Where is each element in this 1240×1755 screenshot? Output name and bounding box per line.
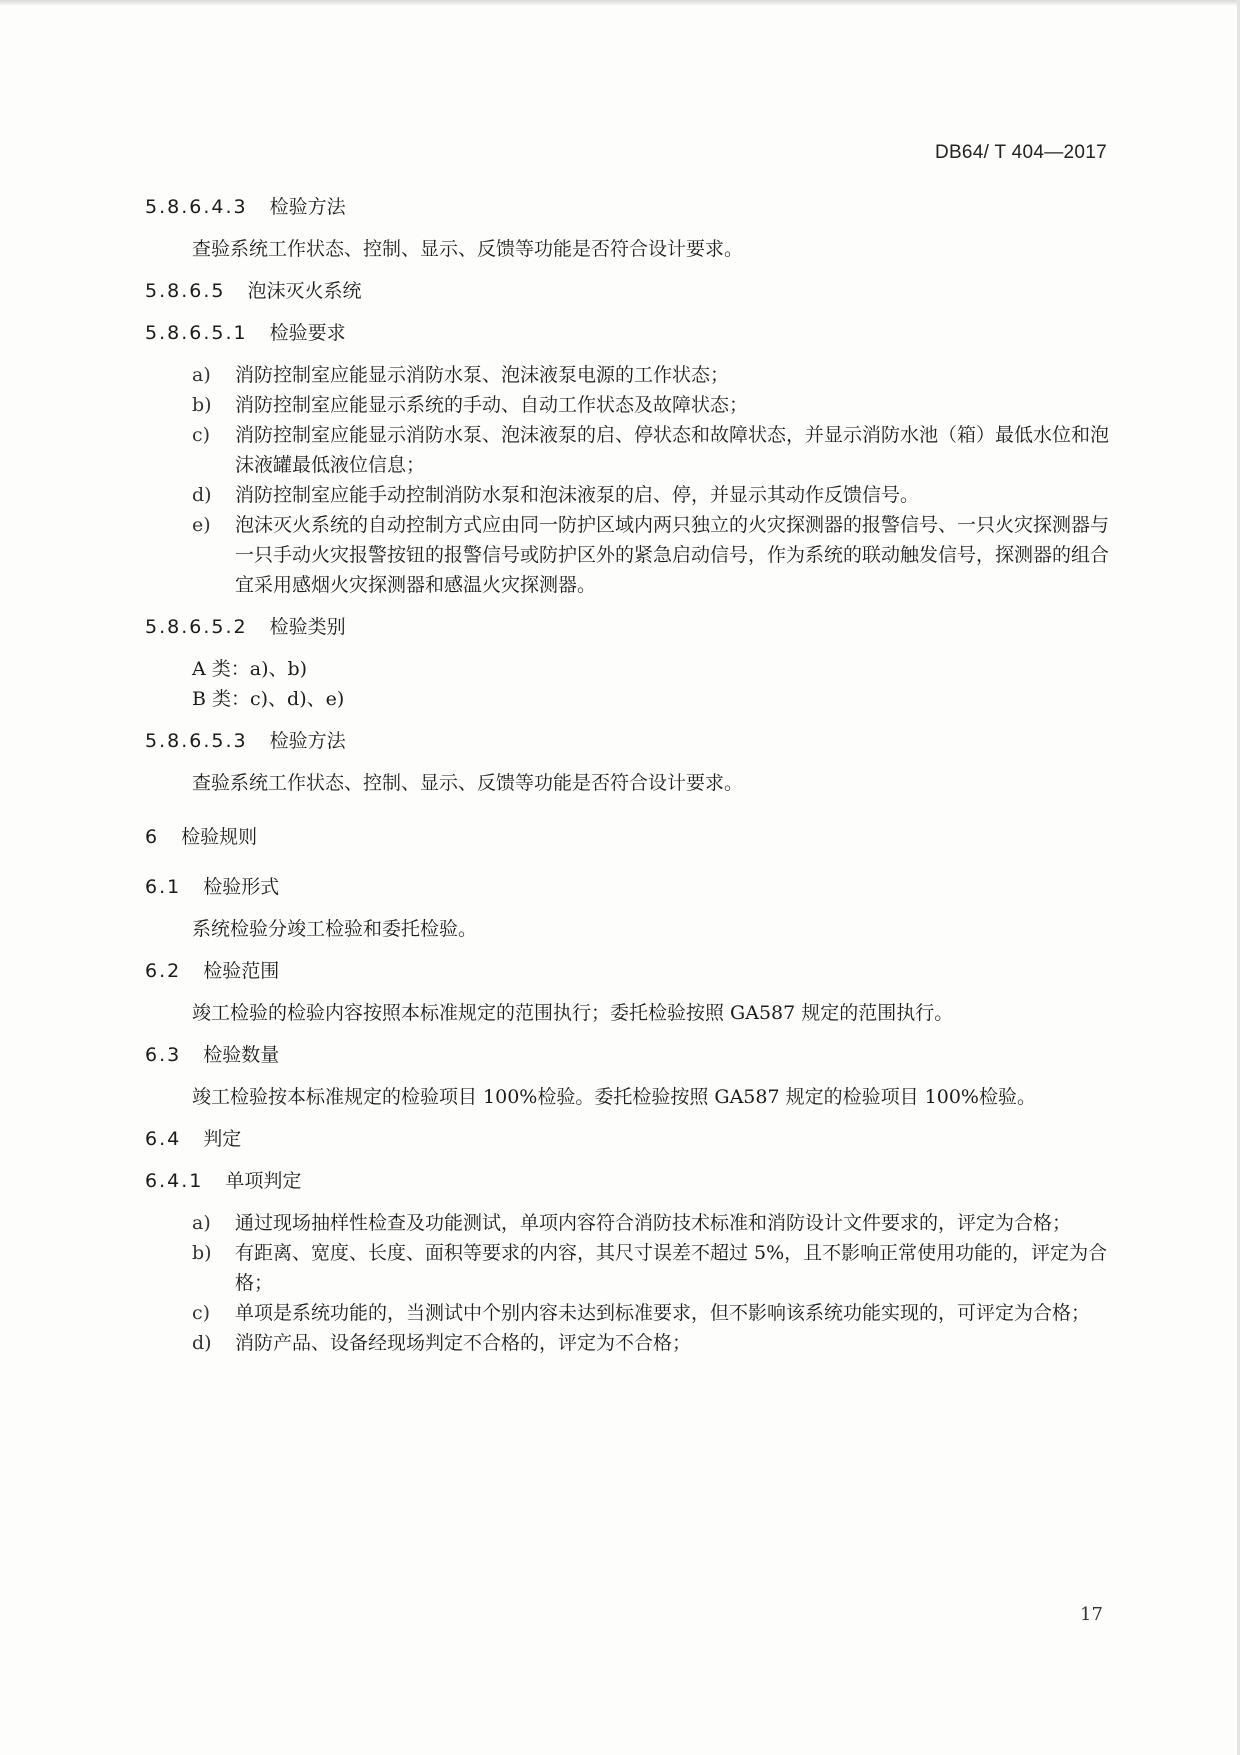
list-marker: d) [192,1332,212,1354]
document-body [145,192,1115,1358]
list-text: 泡沫灭火系统的自动控制方式应由同一防护区域内两只独立的火灾探测器的报警信号、一只火灾探测器与一只手动火灾报警按钮的报警信号或防护区外的紧急启动信号，作为系统的联动触发信号，探测器的组合宜采用感烟火灾探测器和感温火灾探测器。 [235,514,1110,596]
paragraph: 查验系统工作状态、控制、显示、反馈等功能是否符合设计要求。 [192,772,744,794]
section-number: 5.8.6.5.2 [145,616,248,638]
section-title: 检验方法 [269,196,346,218]
list-item [145,360,1115,390]
paragraph: 竣工检验的检验内容按照本标准规定的范围执行；委托检验按照 GA587 规定的范围执行。 [192,1002,954,1024]
section-number: 6.4.1 [145,1170,204,1192]
list-text: 消防控制室应能显示消防水泵、泡沫液泵电源的工作状态； [235,364,730,386]
list-text: 有距离、宽度、长度、面积等要求的内容，其尺寸误差不超过 5%，且不影响正常使用功能的，评定为合格； [235,1242,1108,1294]
section-title: 检验类别 [269,616,346,638]
document-code: DB64/ T 404—2017 [934,142,1107,163]
page-number: 17 [1080,1604,1103,1625]
list-marker: e) [192,514,211,536]
list-item [145,390,1115,420]
class-b-line: B 类：c)、d)、e) [192,688,345,710]
heading-5-8-6-5-1 [145,318,1115,348]
list-text: 消防控制室应能显示系统的手动、自动工作状态及故障状态； [235,394,749,416]
heading-6 [145,822,1115,852]
list-item [145,480,1115,510]
requirement-list [145,360,1115,600]
list-text: 消防产品、设备经现场判定不合格的，评定为不合格； [235,1332,692,1354]
scan-edge-top [0,0,1240,6]
list-marker: d) [192,484,212,506]
heading-5-8-6-5 [145,276,1115,306]
heading-6-4 [145,1124,1115,1154]
section-title: 检验方法 [269,730,346,752]
heading-5-8-6-5-2 [145,612,1115,642]
list-text: 通过现场抽样性检查及功能测试，单项内容符合消防技术标准和消防设计文件要求的，评定为合格； [235,1212,1072,1234]
judgement-list [145,1208,1115,1358]
section-number: 5.8.6.5.1 [145,322,248,344]
heading-6-2 [145,956,1115,986]
list-marker: b) [192,1242,212,1264]
list-item [145,1238,1115,1298]
heading-6-4-1 [145,1166,1115,1196]
list-marker: a) [192,1212,211,1234]
section-title: 检验范围 [203,960,280,982]
list-item [145,1298,1115,1328]
section-number: 6.1 [145,876,182,898]
list-text: 消防控制室应能手动控制消防水泵和泡沫液泵的启、停，并显示其动作反馈信号。 [235,484,920,506]
section-number: 6.4 [145,1128,182,1150]
paragraph: 竣工检验按本标准规定的检验项目 100%检验。委托检验按照 GA587 规定的检验项目 100%检验。 [192,1086,1036,1108]
section-title: 检验要求 [269,322,346,344]
heading-6-1 [145,872,1115,902]
section-number: 5.8.6.5.3 [145,730,248,752]
list-item [145,420,1115,480]
list-marker: b) [192,394,212,416]
list-text: 单项是系统功能的，当测试中个别内容未达到标准要求，但不影响该系统功能实现的，可评定为合格； [235,1302,1091,1324]
paragraph: 系统检验分竣工检验和委托检验。 [192,918,478,940]
heading-6-3 [145,1040,1115,1070]
list-item [145,510,1115,600]
section-number: 5.8.6.5 [145,280,226,302]
list-text: 消防控制室应能显示消防水泵、泡沫液泵的启、停状态和故障状态，并显示消防水池（箱）最低水位和泡沫液罐最低液位信息； [235,424,1110,476]
class-a-line: A 类：a)、b) [192,658,308,680]
paragraph: 查验系统工作状态、控制、显示、反馈等功能是否符合设计要求。 [192,238,744,260]
section-title: 单项判定 [225,1170,302,1192]
list-item [145,1208,1115,1238]
section-number: 5.8.6.4.3 [145,196,248,218]
heading-5-8-6-5-3 [145,726,1115,756]
section-title: 检验形式 [203,876,280,898]
list-marker: c) [192,424,211,446]
section-number: 6.3 [145,1044,182,1066]
section-number: 6.2 [145,960,182,982]
heading-5-8-6-4-3 [145,192,1115,222]
list-marker: c) [192,1302,211,1324]
section-title: 判定 [203,1128,242,1150]
section-title: 泡沫灭火系统 [247,280,362,302]
list-marker: a) [192,364,211,386]
section-title: 检验数量 [203,1044,280,1066]
section-title: 检验规则 [181,826,258,848]
section-number: 6 [145,826,160,848]
list-item [145,1328,1115,1358]
